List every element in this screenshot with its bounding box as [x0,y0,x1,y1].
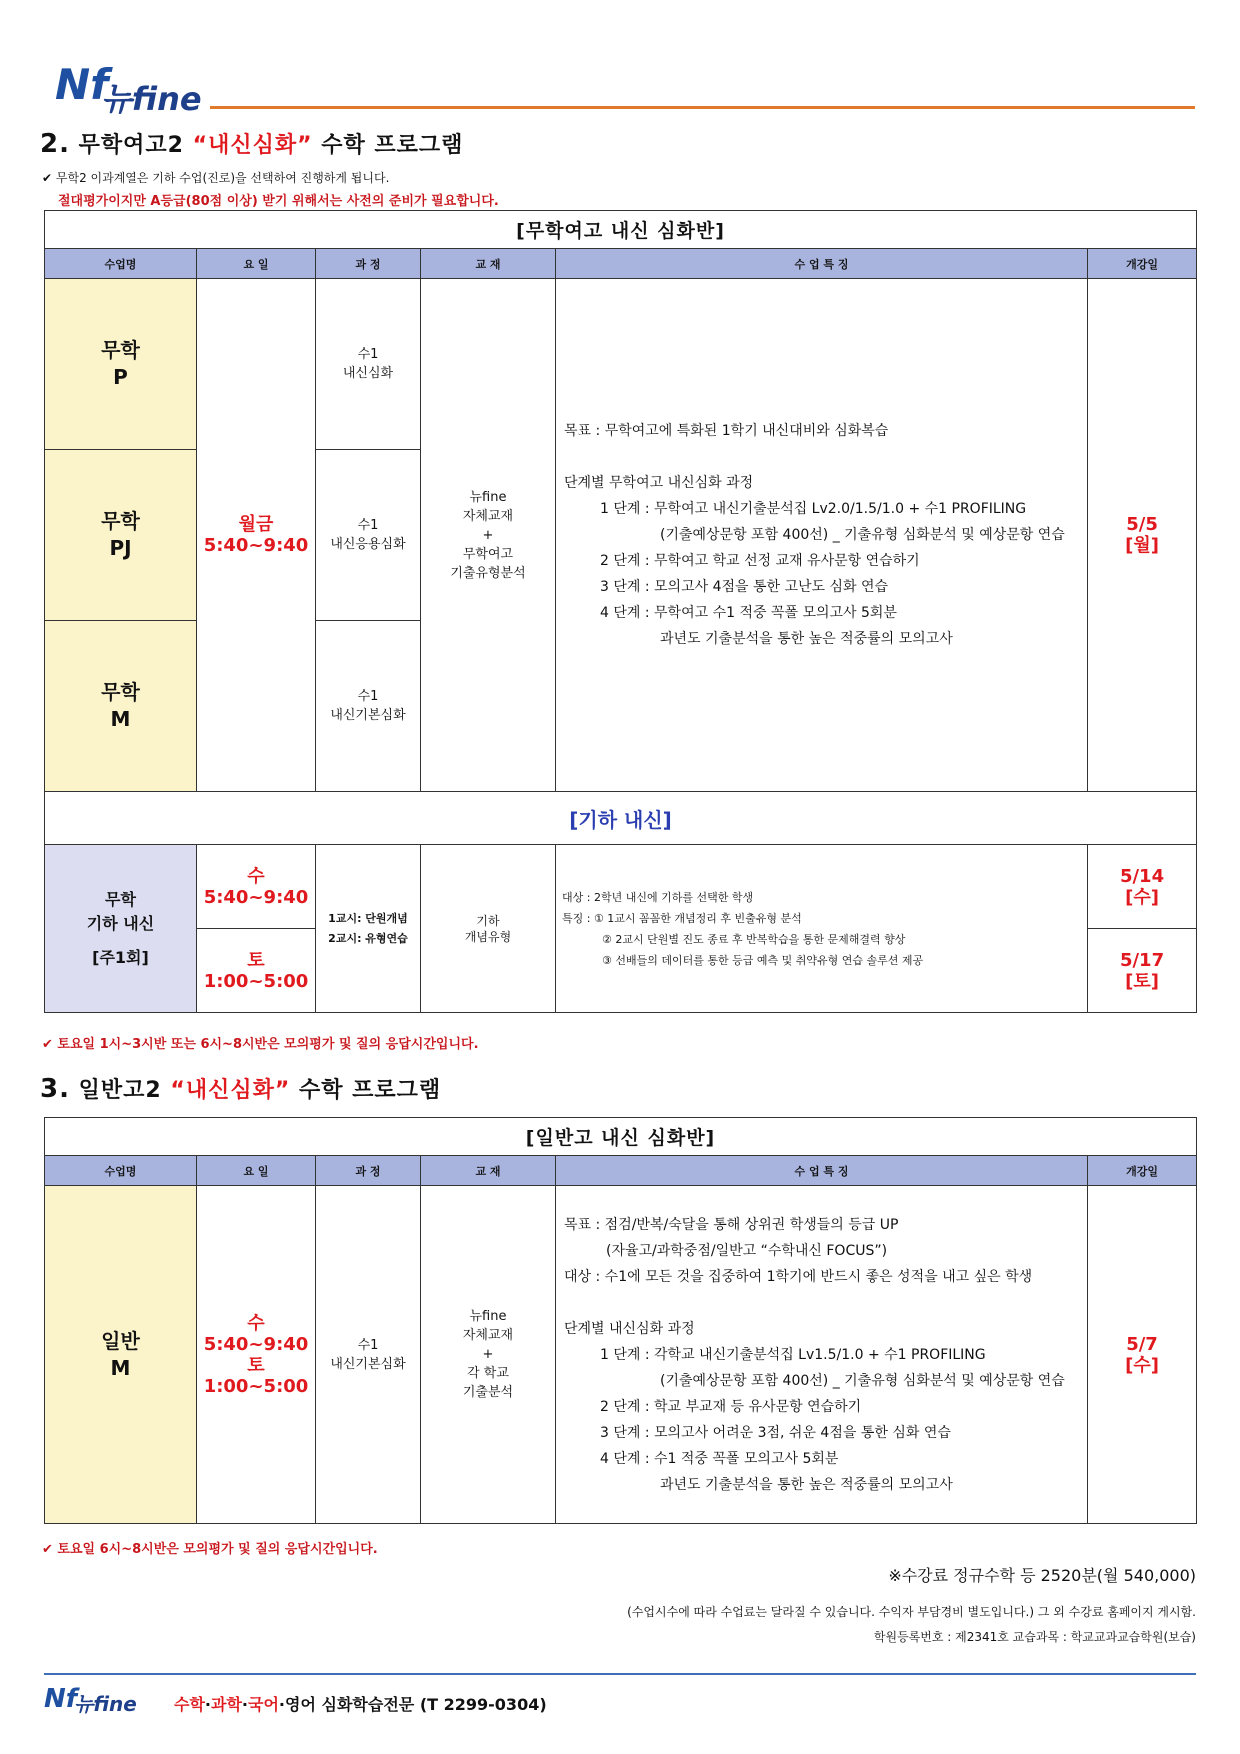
class-name: 무학 [101,680,140,704]
start-cell [1088,279,1197,792]
feature-line: 2 단계 : 무학여고 학교 선정 교재 유사문항 연습하기 [600,553,920,569]
time-text: 1:00~5:00 [203,970,309,992]
table-title: [일반고 내신 심화반] [45,1118,1197,1156]
class-frequency: [주1회] [92,947,149,967]
feature-line: 3 단계 : 모의고사 4점을 통한 고난도 심화 연습 [600,579,889,595]
fee-line: ※수강료 정규수학 등 2520분(월 540,000) [888,1566,1196,1585]
section2-number: 2. [40,129,70,159]
course-type: 내신심화 [342,366,394,381]
separator: · [278,1695,285,1714]
section3-number: 3. [40,1074,70,1104]
start-weekday: [수] [1125,886,1159,908]
footer-logo-mark: Nf [44,1684,78,1714]
col-header-book: 교 재 [421,249,556,279]
section2-title-quote: “내신심화” [192,133,313,158]
table-general [44,1117,1197,1524]
col-header-course: 과 정 [316,249,421,279]
col-header-day: 요 일 [197,249,316,279]
subject-math: 수학 [174,1695,205,1714]
section2-title-pre: 무학여고2 [78,133,184,158]
day-cell [197,929,316,1013]
section3-title-post: 수학 프로그램 [299,1078,442,1103]
start-date: 5/5 [1126,514,1158,535]
footer [44,1684,744,1720]
book-cell [421,279,556,792]
class-subname: 기하 내신 [86,913,155,933]
day-cell [197,1186,316,1524]
col-header-course: 과 정 [316,1156,421,1186]
class-name-cell [45,279,197,450]
separator: · [204,1695,211,1714]
feature-line: 3 단계 : 모의고사 어려운 3점, 쉬운 4점을 통한 심화 연습 [600,1424,951,1441]
day-text: 토 [247,1354,265,1376]
book-line: 기출유형분석 [450,565,526,581]
subject-science: 과학 [211,1695,242,1714]
feature-line: 단계별 무학여고 내신심화 과정 [564,475,754,491]
tagline: 심화학습전문 [321,1695,415,1714]
table-row [45,279,1197,450]
section3-title [40,1073,441,1104]
start-cell [1088,929,1197,1013]
day-text: 수 [247,1312,265,1334]
day-cell [197,845,316,929]
book-cell [421,1186,556,1524]
day-text: 토 [247,949,265,971]
feature-line: 목표 : 무학여고에 특화된 1학기 내신대비와 심화복습 [564,423,889,439]
course-cell [316,279,421,450]
section3-title-quote: “내신심화” [170,1078,291,1103]
start-cell [1088,845,1197,929]
class-name: 무학 [101,509,140,533]
class-code: M [110,707,131,731]
feature-line: (자율고/과학중점/일반고 “수학내신 FOCUS”) [606,1242,888,1259]
start-date: 5/17 [1119,949,1165,971]
section2-note1 [42,169,389,186]
section2-title-post: 수학 프로그램 [321,133,464,158]
day-text: 수 [247,865,265,887]
start-weekday: [토] [1125,970,1159,992]
col-header-features: 수 업 특 징 [556,249,1088,279]
table-row [45,845,1197,929]
start-date: 5/7 [1126,1333,1158,1355]
feature-line: (기출예상문항 포함 400선) _ 기출유형 심화분석 및 예상문항 연습 [660,527,1065,543]
class-code: P [113,365,128,389]
footer-divider [44,1673,1196,1675]
subject-korean: 국어 [248,1695,279,1714]
book-line: + [482,527,494,543]
features-cell [556,1186,1088,1524]
book-line: 뉴fine [469,489,507,505]
time-text: 5:40~9:40 [203,1333,309,1355]
geometry-title: [기하 내신] [45,792,1197,845]
start-weekday: [월] [1125,535,1159,556]
feature-line: 목표 : 점검/반복/숙달을 통해 상위권 학생들의 등급 UP [564,1216,899,1233]
book-line: 각 학교 [467,1366,509,1381]
course-line: 2교시: 유형연습 [328,931,408,945]
col-header-day: 요 일 [197,1156,316,1186]
feature-line: 대상 : 수1에 모든 것을 집중하여 1학기에 반드시 좋은 성적을 내고 싶은 학생 [564,1268,1033,1285]
course-type: 내신기본심화 [330,708,406,723]
table-muhak [44,210,1197,1013]
section3-title-pre: 일반고2 [78,1078,162,1103]
registration-info: 학원등록번호 : 제2341호 교습과목 : 학교교과교습학원(보습) [873,1630,1196,1644]
course-type: 내신응용심화 [330,537,406,552]
class-name: 무학 [101,338,140,362]
note1-text: 무학2 이과계열은 기하 수업(진로)을 선택하여 진행하게 됩니다. [55,171,390,185]
course-subject: 수1 [357,347,379,362]
col-header-start: 개강일 [1088,249,1197,279]
book-line: 뉴fine [469,1309,507,1324]
start-date: 5/14 [1119,865,1165,887]
course-subject: 수1 [357,518,379,533]
logo-text: 뉴fine [101,80,202,118]
feature-line: (기출예상문항 포함 400선) _ 기출유형 심화분석 및 예상문항 연습 [660,1372,1065,1389]
features-cell [556,279,1088,792]
section2-after-note: ✔ 토요일 1시~3시반 또는 6시~8시반은 모의평가 및 질의 응답시간입니다. [42,1037,479,1052]
course-type: 내신기본심화 [330,1356,406,1372]
feature-line: 과년도 기출분석을 통한 높은 적중률의 모의고사 [660,1476,953,1493]
feature-line: 2 단계 : 학교 부교재 등 유사문항 연습하기 [600,1398,862,1415]
subject-english: 영어 [285,1695,316,1714]
book-line: + [482,1347,494,1362]
class-name-cell [45,621,197,792]
day-text: 월금 [238,514,274,535]
col-header-start: 개강일 [1088,1156,1197,1186]
col-header-name: 수업명 [45,249,197,279]
feature-line: 과년도 기출분석을 통한 높은 적중률의 모의고사 [660,631,953,647]
course-cell [316,1186,421,1524]
col-header-name: 수업명 [45,1156,197,1186]
fee-note: (수업시수에 따라 수업료는 달라질 수 있습니다. 수익자 부담경비 별도입니다.) 그 외 수강료 홈페이지 게시함. [627,1605,1196,1619]
geometry-name-cell [45,845,197,1013]
section2-title [40,128,463,159]
col-header-features: 수 업 특 징 [556,1156,1088,1186]
col-header-book: 교 재 [421,1156,556,1186]
time-text: 1:00~5:00 [203,1375,309,1397]
book-line: 자체교재 [462,508,514,524]
feature-line: 4 단계 : 무학여고 수1 적중 꼭폴 모의고사 5회분 [600,605,897,621]
time-text: 5:40~9:40 [203,535,309,556]
course-subject: 수1 [357,1337,379,1353]
class-name-cell [45,450,197,621]
feature-line: 특징 : ① 1교시 꼼꼼한 개념정리 후 빈출유형 분석 [562,911,802,925]
feature-line: 4 단계 : 수1 적중 꼭폴 모의고사 5회분 [600,1450,839,1467]
logo-mark: Nf [55,60,109,109]
table-row [45,1186,1197,1524]
book-line: 무학여고 [462,546,514,562]
class-name: 일반 [101,1328,140,1353]
check-icon: ✔ [42,171,53,185]
separator: · [241,1695,248,1714]
course-cell [316,621,421,792]
feature-line: 대상 : 2학년 내신에 기하를 선택한 학생 [562,890,754,904]
start-cell [1088,1186,1197,1524]
brand-logo [55,60,215,120]
feature-line: 단계별 내신심화 과정 [564,1320,695,1337]
features-cell [556,845,1088,1013]
book-line: 개념유형 [464,929,512,944]
header-divider [210,106,1195,109]
start-weekday: [수] [1125,1354,1159,1376]
class-code: M [110,1355,131,1380]
course-cell [316,450,421,621]
section3-after-note: ✔ 토요일 6시~8시반은 모의평가 및 질의 응답시간입니다. [42,1542,378,1557]
class-name: 무학 [105,889,136,909]
phone-number: (T 2299-0304) [419,1695,547,1714]
feature-line: 1 단계 : 무학여고 내신기출분석집 Lv2.0/1.5/1.0 + 수1 PROFILING [600,501,1027,517]
day-cell [197,279,316,792]
footer-logo-text: 뉴fine [74,1692,137,1716]
course-subject: 수1 [357,689,379,704]
feature-line: ② 2교시 단원별 진도 종료 후 반복학습을 통한 문제해결력 향상 [602,932,906,946]
footer-tagline [174,1692,547,1715]
table-title: [무학여고 내신 심화반] [45,211,1197,249]
class-name-cell [45,1186,197,1524]
feature-line: ③ 선배들의 데이터를 통한 등급 예측 및 취약유형 연습 솔루션 제공 [602,953,924,967]
class-code: PJ [109,536,132,560]
feature-line: 1 단계 : 각학교 내신기출분석집 Lv1.5/1.0 + 수1 PROFILING [600,1346,986,1363]
time-text: 5:40~9:40 [203,886,309,908]
book-cell [421,845,556,1013]
book-line: 기출분석 [462,1385,514,1400]
book-line: 자체교재 [462,1328,514,1343]
course-line: 1교시: 단원개념 [328,911,408,925]
course-cell [316,845,421,1013]
book-line: 기하 [476,913,500,928]
section2-note2: 절대평가이지만 A등급(80점 이상) 받기 위해서는 사전의 준비가 필요합니다. [58,194,499,209]
